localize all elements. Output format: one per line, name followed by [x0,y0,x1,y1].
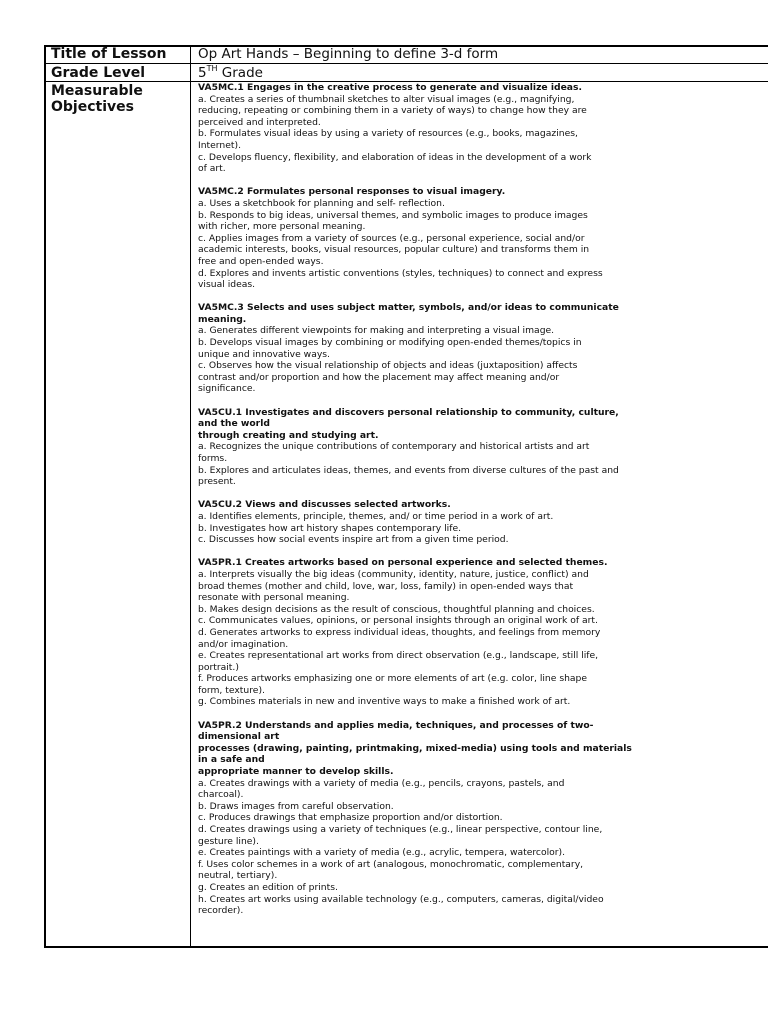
standard-item-line: f. Uses color schemes in a work of art (analogous, monochromatic, complementary, [198,858,584,870]
standard-item-line: b. Makes design decisions as the result of conscious, thoughtful planning and choices. [198,603,595,615]
standard-item-line: visual ideas. [198,279,256,291]
title-of-lesson-label: Title of Lesson [51,46,167,62]
standard-title-line: VA5PR.1 Creates artworks based on personal experience and selected themes. [198,557,608,569]
standard-title-line: VA5MC.3 Selects and uses subject matter, symbols, and/or ideas to communicate [198,302,619,314]
standard-item-line: gesture line). [198,835,259,847]
standard-item-line: recorder). [198,905,244,917]
standard-item-line: a. Uses a sketchbook for planning and self- reflection. [198,197,445,209]
standard-item-line: form, texture). [198,684,265,696]
standard-title-line: VA5MC.1 Engages in the creative process to generate and visualize ideas. [198,82,582,93]
column-divider [190,45,191,948]
standard-item-line: e. Creates representational art works from direct observation (e.g., landscape, still life, [198,650,599,662]
standard-block [198,186,676,290]
standard-title-line: VA5MC.2 Formulates personal responses to visual imagery. [198,186,506,198]
standard-item-line: present. [198,476,236,488]
measurable-objectives-line-1: Measurable [51,83,143,99]
standard-item-line: d. Generates artworks to express individual ideas, thoughts, and feelings from memory [198,626,601,638]
standard-item-line: e. Creates paintings with a variety of media (e.g., acrylic, tempera, watercolor). [198,847,566,859]
standard-item-line: f. Produces artworks emphasizing one or more elements of art (e.g. color, line shape [198,673,588,685]
standard-item-line: c. Communicates values, opinions, or personal insights through an original work of art. [198,615,598,627]
standard-item-line: a. Creates drawings with a variety of media (e.g., pencils, crayons, pastels, and [198,777,565,789]
row-divider-title [44,63,768,64]
measurable-objectives-label [51,83,143,115]
standard-item-line: free and open-ended ways. [198,255,324,267]
standard-block [198,302,676,395]
standard-item-line: b. Draws images from careful observation. [198,800,394,812]
standard-item-line: and/or imagination. [198,638,289,650]
lesson-title-value: Op Art Hands – Beginning to define 3-d form [198,46,499,62]
standard-item-line: g. Creates an edition of prints. [198,881,338,893]
standard-item-line: c. Produces drawings that emphasize proportion and/or distortion. [198,812,503,824]
standard-item-line: c. Develops fluency, flexibility, and elaboration of ideas in the development of a work [198,151,592,163]
standard-item-line: d. Creates drawings using a variety of techniques (e.g., linear perspective, contour line, [198,824,603,835]
standard-item-line: forms. [198,453,228,464]
standard-item-line: b. Formulates visual ideas by using a variety of resources (e.g., books, magazines, [198,128,578,140]
standard-item-line: c. Applies images from a variety of sources (e.g., personal experience, social and/or [198,232,585,244]
standard-block [198,499,676,545]
standard-title-line: VA5PR.2 Understands and applies media, techniques, and processes of two- [198,719,594,731]
standard-item-line: significance. [198,383,256,395]
standard-item-line: neutral, tertiary). [198,870,278,882]
grade-number: 5 [198,65,207,81]
standard-item-line: c. Discusses how social events inspire art from a given time period. [198,534,509,546]
standard-item-line: a. Recognizes the unique contributions of contemporary and historical artists and art [198,441,590,453]
standard-title-line: appropriate manner to develop skills. [198,766,394,778]
standard-block [198,82,676,175]
grade-level-label: Grade Level [51,65,146,81]
standard-title-line: through creating and studying art. [198,429,379,441]
standard-item-line: b. Investigates how art history shapes contemporary life. [198,522,462,534]
standard-item-line: d. Explores and invents artistic conventions (styles, techniques) to connect and express [198,267,603,279]
standard-item-line: academic interests, books, visual resources, popular culture) and transforms them in [198,244,590,256]
grade-suffix: TH [206,64,218,73]
standard-item-line: b. Responds to big ideas, universal themes, and symbolic images to produce images [198,209,588,221]
standard-item-line: g. Combines materials in new and inventive ways to make a finished work of art. [198,696,571,708]
standard-item-line: a. Generates different viewpoints for making and interpreting a visual image. [198,325,555,337]
standard-item-line: h. Creates art works using available technology (e.g., computers, cameras, digital/video [198,893,604,905]
standard-title-line: VA5CU.2 Views and discusses selected artworks. [198,499,451,511]
standard-item-line: charcoal). [198,789,244,801]
standard-item-line: b. Develops visual images by combining or modifying open-ended themes/topics in [198,337,582,349]
standard-item-line: c. Observes how the visual relationship of objects and ideas (juxtaposition) affects [198,360,578,372]
standard-item-line: reducing, repeating or combining them in a variety of ways) to change how they are [198,105,587,117]
standards-list [198,82,676,928]
standard-item-line: with richer, more personal meaning. [198,221,366,233]
standard-title-line: meaning. [198,313,247,325]
standard-item-line: of art. [198,163,226,175]
standard-block [198,407,676,488]
standard-block [198,557,676,708]
standard-item-line: perceived and interpreted. [198,116,321,128]
standard-item-line: broad themes (mother and child, love, war, loss, family) in open-ended ways that [198,580,574,592]
standard-item-line: resonate with personal meaning. [198,592,350,604]
standard-item-line: Internet). [198,139,241,151]
standard-title-line: VA5CU.1 Investigates and discovers personal relationship to community, culture, [198,406,619,418]
standard-item-line: unique and innovative ways. [198,348,330,360]
standard-item-line: contrast and/or proportion and how the placement may affect meaning and/or [198,371,560,383]
measurable-objectives-line-2: Objectives [51,99,134,115]
standard-item-line: b. Explores and articulates ideas, themes, and events from diverse cultures of the past and [198,464,619,476]
grade-word: Grade [221,65,263,81]
standard-item-line: a. Creates a series of thumbnail sketches to alter visual images (e.g., magnifying, [198,93,575,105]
standard-title-line: dimensional art [198,731,280,743]
standard-block [198,720,676,917]
grade-level-value [198,65,263,81]
standard-item-line: portrait.) [198,661,239,673]
standard-title-line: in a safe and [198,754,265,766]
standard-item-line: a. Interprets visually the big ideas (community, identity, nature, justice, conflict) and [198,568,589,580]
standard-item-line: a. Identifies elements, principle, themes, and/ or time period in a work of art. [198,510,554,522]
standard-title-line: processes (drawing, painting, printmaking, mixed-media) using tools and materials [198,742,632,754]
standard-title-line: and the world [198,418,270,430]
